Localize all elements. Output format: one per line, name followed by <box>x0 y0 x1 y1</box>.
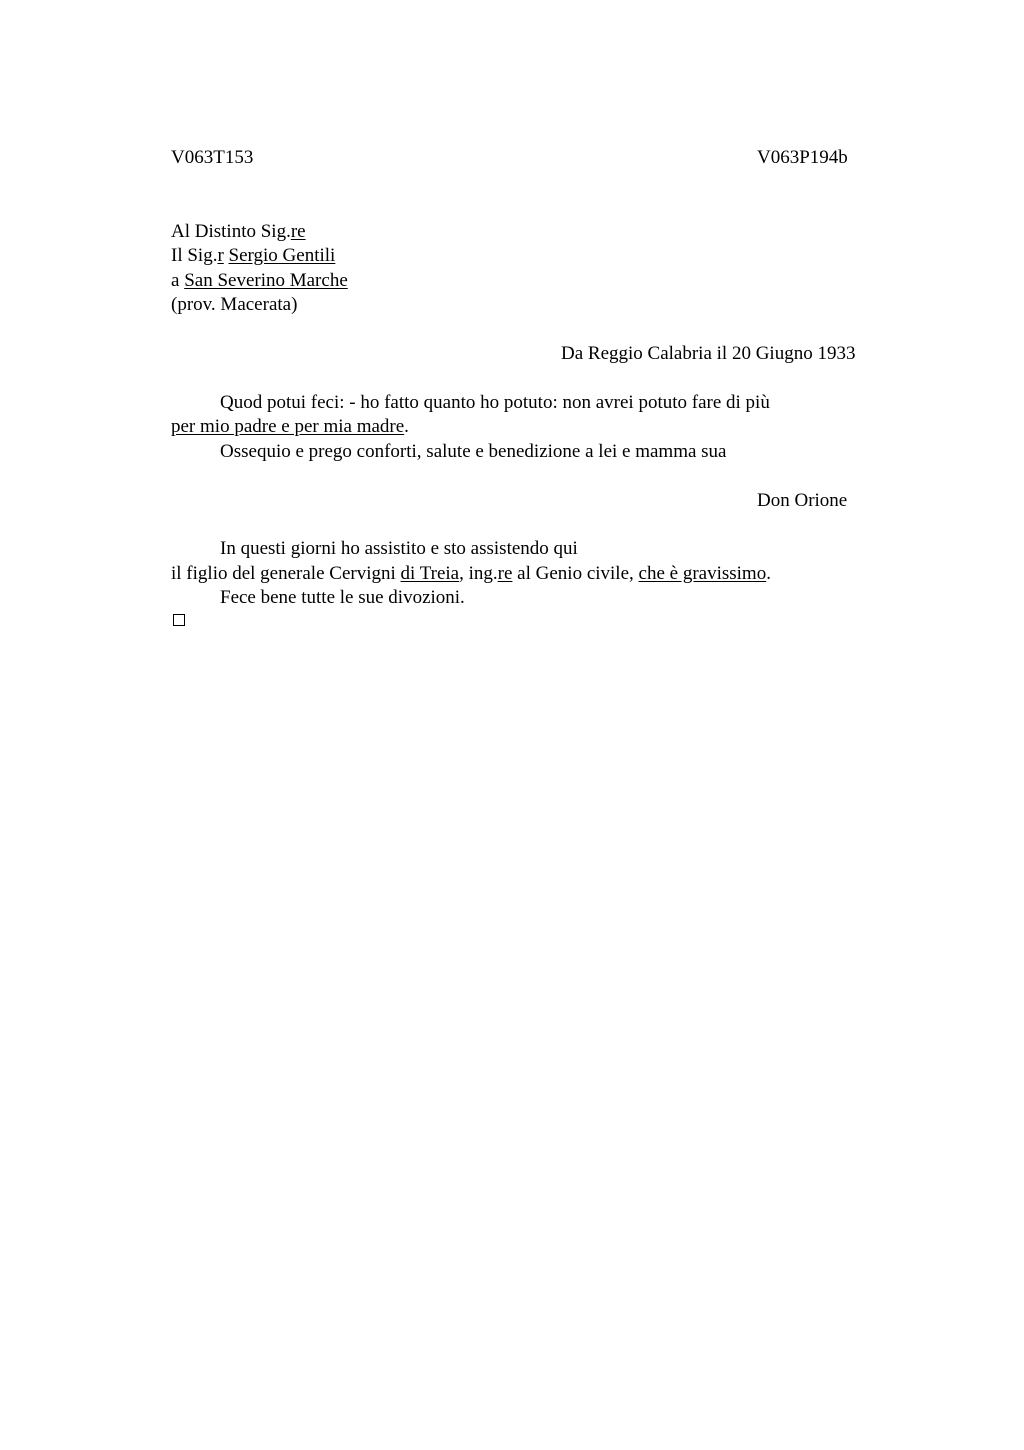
document-code-right: V063P194b <box>757 147 848 168</box>
body-underlined-phrase: per mio padre e per mia madre <box>171 416 405 437</box>
postscript-underlined-condition: che è gravissimo <box>638 563 767 584</box>
document-code-left: V063T153 <box>171 147 254 168</box>
address-line-1-text: Al Distinto Sig. <box>171 221 291 242</box>
address-line-3-text: a <box>171 270 185 291</box>
body-paragraph-1-line-2 <box>171 415 409 439</box>
postscript-text-d: . <box>766 563 771 584</box>
postscript-text-a: il figlio del generale Cervigni <box>171 563 401 584</box>
body-paragraph-1-line-1: Quod potui feci: - ho fatto quanto ho potuto: non avrei potuto fare di più <box>220 392 770 413</box>
postscript-underlined-place: di Treia <box>400 563 460 584</box>
recipient-town: San Severino Marche <box>184 270 348 291</box>
body-period: . <box>404 416 409 437</box>
body-paragraph-2: Ossequio e prego conforti, salute e benedizione a lei e mamma sua <box>220 441 727 462</box>
postscript-text-c: al Genio civile, <box>512 563 639 584</box>
address-line-3 <box>171 269 348 293</box>
postscript-text-b: , ing. <box>459 563 498 584</box>
address-line-2 <box>171 244 335 268</box>
date-line: Da Reggio Calabria il 20 Giugno 1933 <box>561 343 856 364</box>
recipient-name: Sergio Gentili <box>228 245 336 266</box>
address-line-1-underlined: re <box>290 221 306 242</box>
empty-square-icon <box>173 614 185 626</box>
postscript-line-1: In questi giorni ho assistito e sto assistendo qui <box>220 538 578 559</box>
postscript-line-2 <box>171 562 771 586</box>
postscript-line-3: Fece bene tutte le sue divozioni. <box>220 587 465 608</box>
address-line-2-text: Il Sig. <box>171 245 218 266</box>
address-line-1 <box>171 220 306 244</box>
signature: Don Orione <box>757 490 848 511</box>
postscript-underlined-abbr: re <box>497 563 513 584</box>
address-line-2-underlined-abbr: r <box>217 245 224 266</box>
address-line-4: (prov. Macerata) <box>171 294 298 315</box>
